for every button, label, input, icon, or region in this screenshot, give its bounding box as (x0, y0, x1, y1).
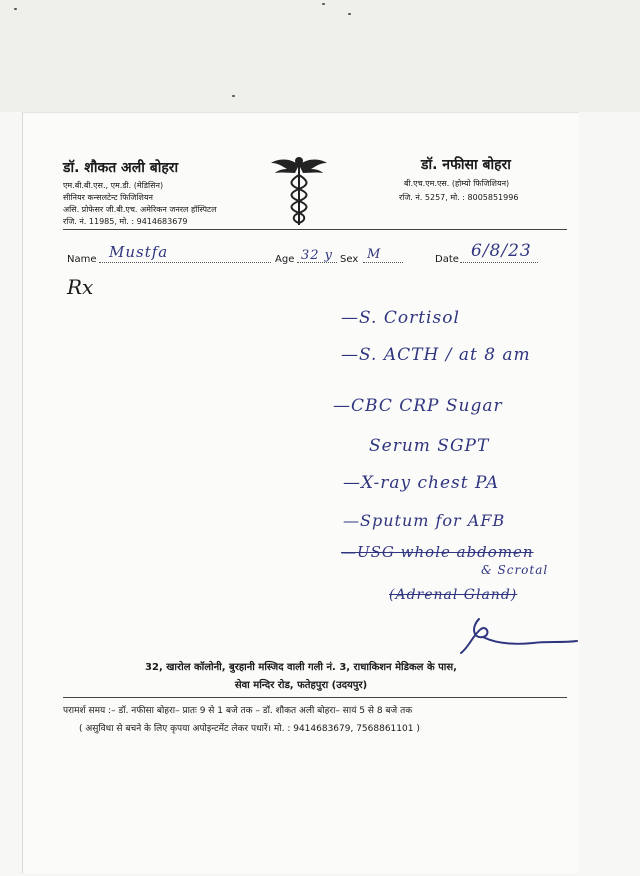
date-label: Date (435, 254, 459, 265)
prescription-line: —S. Cortisol (341, 308, 460, 328)
patient-name-label: Name (67, 254, 97, 265)
patient-sex-value: M (367, 247, 382, 262)
appointment-note: ( असुविधा से बचने के लिए कृपया अपोइन्टमेंट लेकर पधारें। मो. : 9414683679, 7568861101 ) (79, 724, 420, 734)
prescription-line: Serum SGPT (369, 436, 490, 456)
prescription-line: —X-ray chest PA (343, 473, 500, 493)
left-doctor-title: सीनियर कन्सलटेन्ट फिजिशियन (63, 193, 153, 202)
caduceus-logo (269, 151, 329, 227)
clinic-address-line1: 32, खारोल कॉलोनी, बुरहानी मस्जिद वाली गली नं. 3, राधाकिशन मेडिकल के पास, (145, 662, 457, 673)
scan-speck (348, 13, 351, 15)
header-rule (63, 229, 567, 230)
left-doctor-registration: रजि. नं. 11985, मो. : 9414683679 (63, 217, 188, 226)
consultation-timing: परामर्श समय :– डॉ. नफीसा बोहरा– प्रातः 9 से 1 बजे तक – डॉ. शौकत अली बोहरा– सायं 5 से 8 बजे तक (63, 706, 413, 716)
scan-speck (322, 3, 325, 5)
patient-sex-label: Sex (340, 254, 359, 265)
left-doctor-post: असि. प्रोफेसर जी.बी.एच. अमेरिकन जनरल हॉस्पिटल (63, 205, 217, 214)
footer-rule (63, 697, 567, 698)
prescription-line: —Sputum for AFB (343, 511, 506, 530)
prescription-sheet (22, 112, 579, 873)
patient-name-value: Mustfa (109, 243, 169, 261)
date-line (460, 262, 538, 263)
prescription-line: & Scrotal (481, 563, 549, 577)
scan-background (0, 0, 640, 112)
left-doctor-degree: एम.बी.बी.एस., एम.डी. (मेडिसिन) (63, 181, 164, 190)
prescription-line: —S. ACTH / at 8 am (341, 345, 531, 365)
date-value: 6/8/23 (471, 241, 532, 261)
rx-symbol: Rx (67, 275, 94, 299)
patient-name-line (99, 262, 271, 263)
right-doctor-name: डॉ. नफीसा बोहरा (421, 157, 511, 173)
scan-speck (232, 95, 235, 97)
right-doctor-degree: बी.एच.एम.एस. (होम्यो फिजिशियन) (404, 179, 510, 188)
scan-speck (14, 8, 17, 10)
prescription-line-struck: —USG whole abdomen (341, 543, 534, 561)
doctor-signature (443, 613, 579, 663)
left-doctor-name: डॉ. शौकत अली बोहरा (63, 160, 179, 176)
patient-sex-line (363, 262, 403, 263)
prescription-line-struck: (Adrenal Gland) (389, 587, 518, 603)
patient-age-label: Age (275, 254, 295, 265)
right-doctor-registration: रजि. नं. 5257, मो. : 8005851996 (399, 193, 519, 202)
prescription-line: —CBC CRP Sugar (333, 396, 503, 416)
clinic-address-line2: सेवा मन्दिर रोड, फतेहपुरा (उदयपुर) (234, 680, 368, 691)
patient-age-value: 32 y (301, 248, 334, 263)
